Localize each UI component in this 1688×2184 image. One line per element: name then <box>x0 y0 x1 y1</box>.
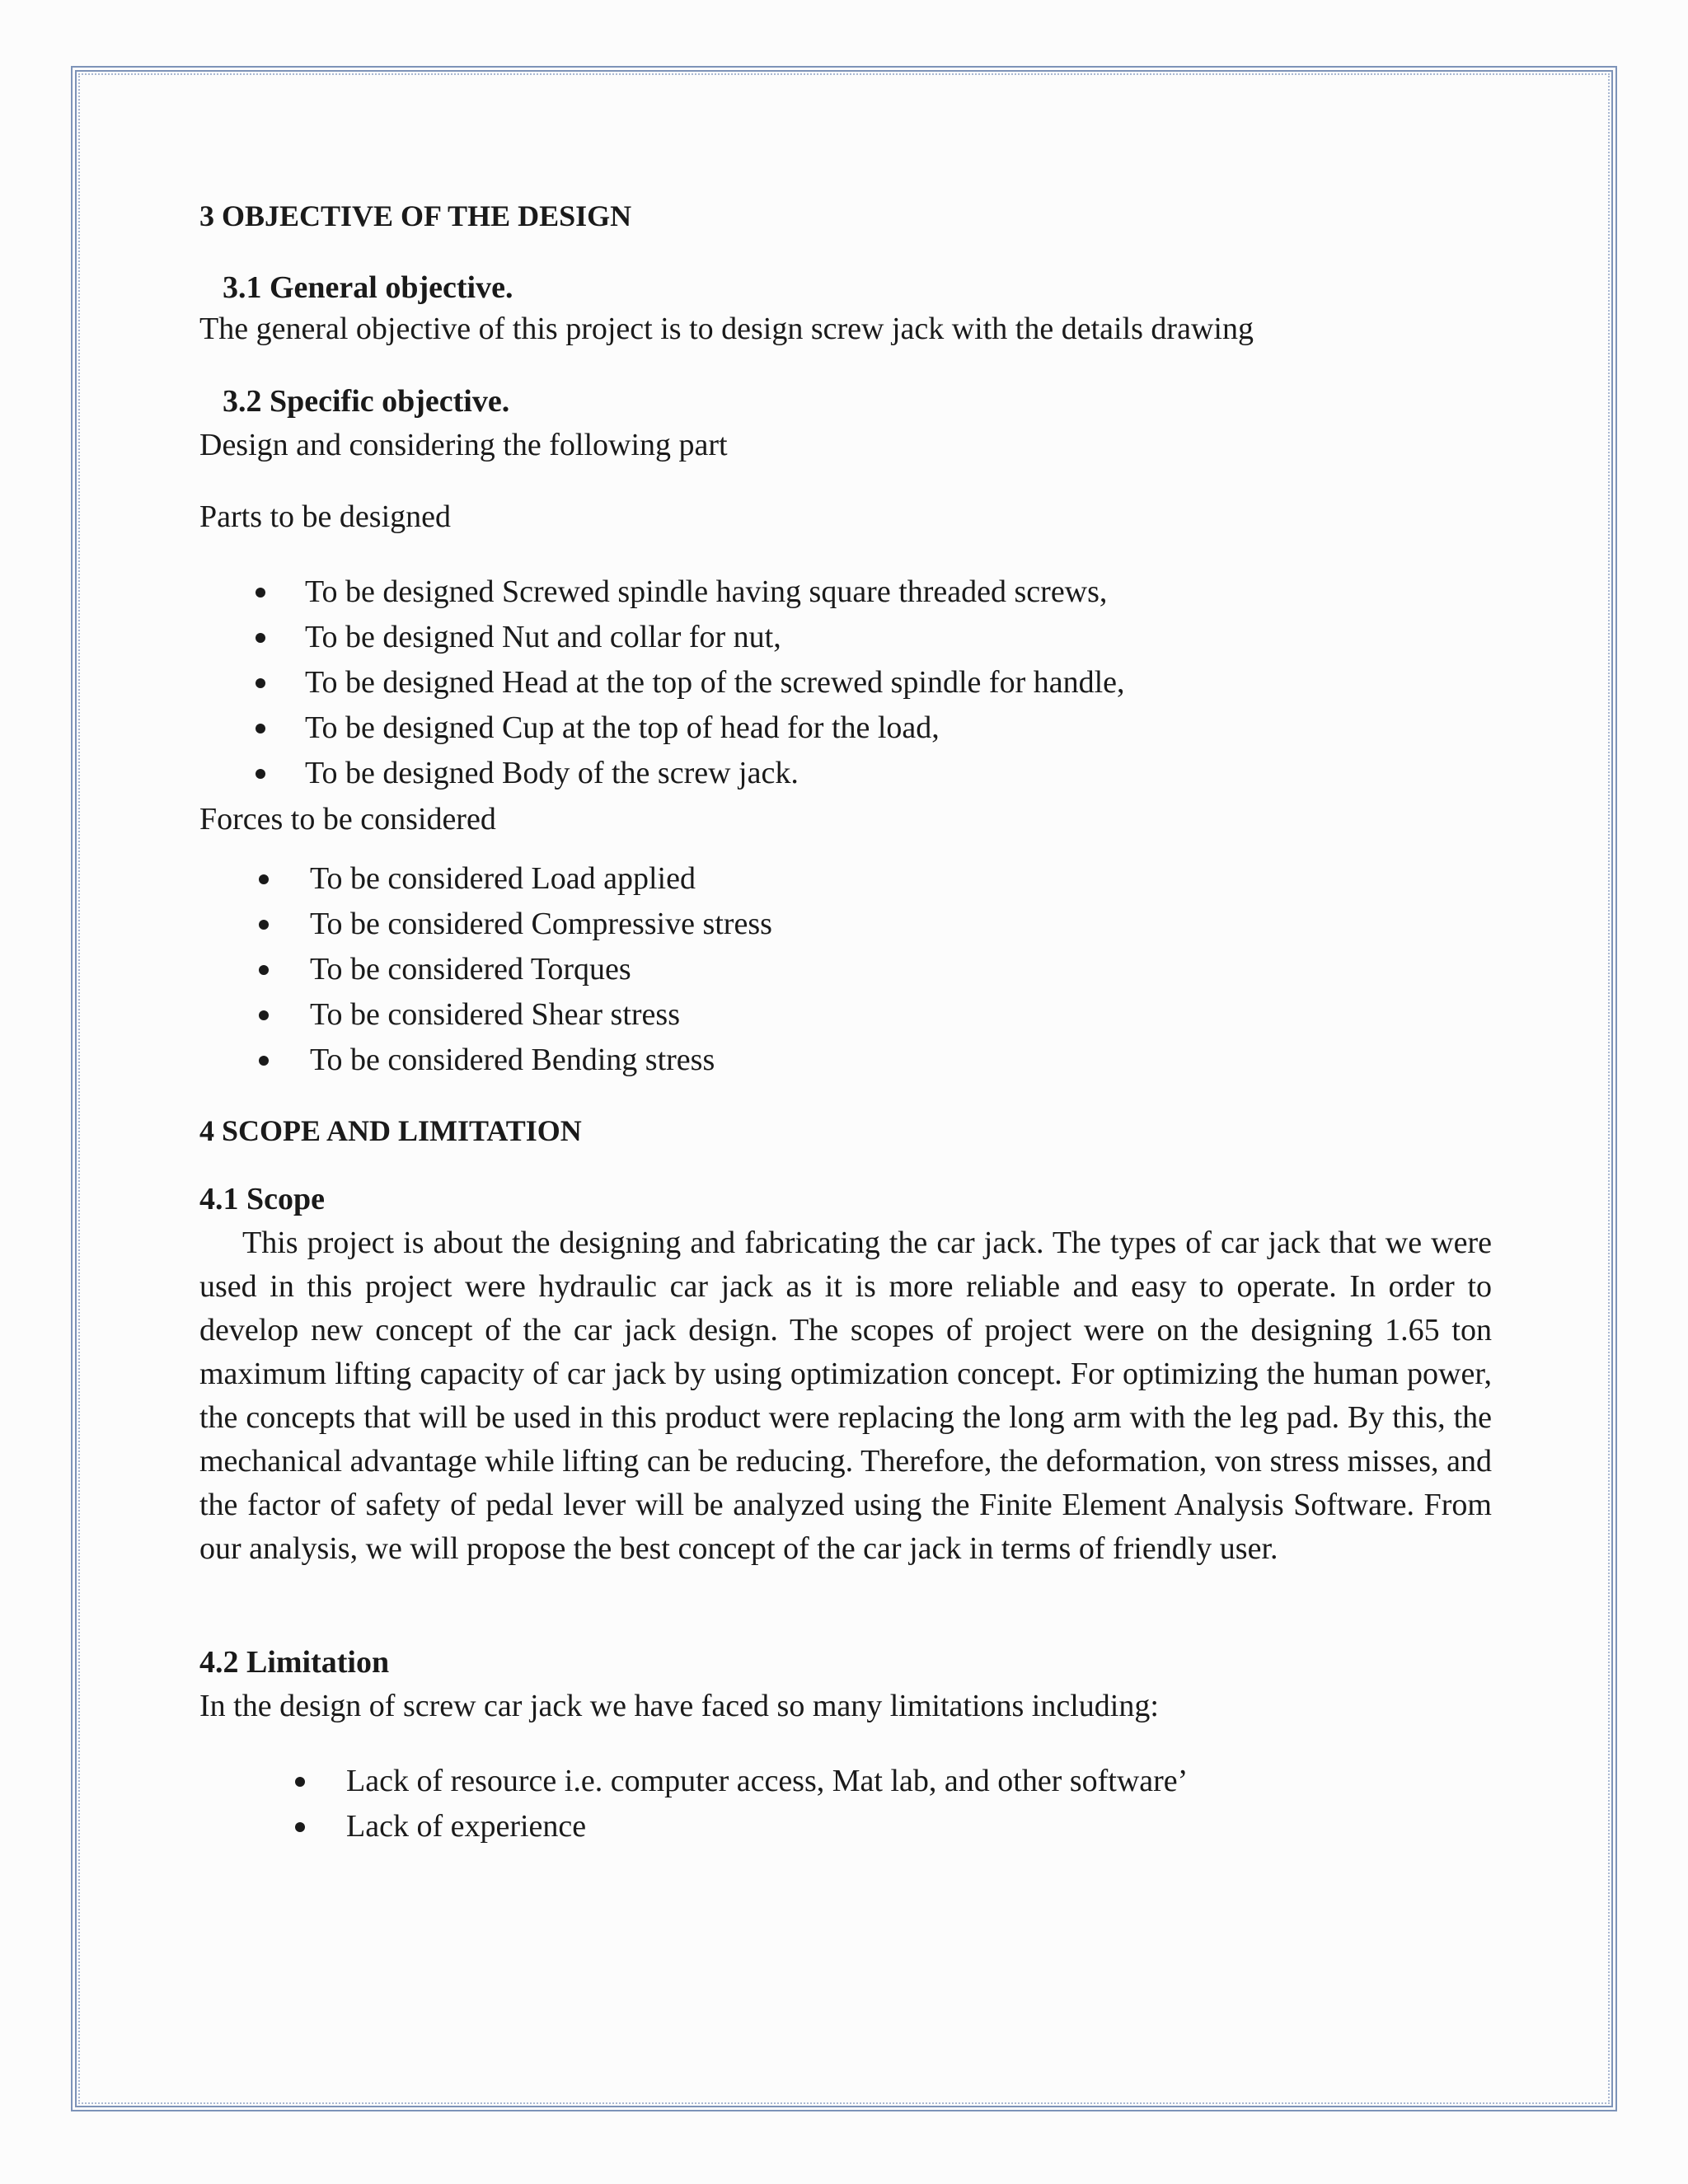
scope-paragraph: This project is about the designing and fabricating the car jack. The types of car jack that we were used in this project were hydraulic car jack as it is more reliable and easy to operate. In order to develop new concept of the car jack design. The scopes of project were on the designing 1.65 ton maximum lifting capacity of car jack by using optimization concept. For optimizing the human power, the concepts that will be used in this product were replacing the long arm with the leg pad. By this, the mechanical advantage while lifting can be reducing. Therefore, the deformation, von stress misses, and the factor of safety of pedal lever will be analyzed using the Finite Element Analysis Software. From our analysis, we will propose the best concept of the car jack in terms of friendly user. <box>199 1226 1492 1566</box>
bullet-icon <box>259 1056 269 1066</box>
list-item: To be considered Compressive stress <box>259 902 772 947</box>
bullet-icon <box>256 588 265 598</box>
forces-label: Forces to be considered <box>199 802 496 837</box>
general-objective-text: The general objective of this project is to design screw jack with the details drawing <box>199 312 1254 346</box>
bullet-icon <box>295 1777 305 1787</box>
list-item: To be considered Bending stress <box>259 1038 772 1083</box>
list-item: Lack of resource i.e. computer access, Mat lab, and other software’ <box>295 1759 1188 1804</box>
bullet-icon <box>256 633 265 643</box>
forces-list <box>259 856 772 1083</box>
list-item: To be designed Cup at the top of head for the load, <box>256 705 1125 751</box>
bullet-icon <box>259 965 269 975</box>
list-item: To be considered Torques <box>259 947 772 992</box>
bullet-icon <box>259 920 269 930</box>
list-item: To be designed Screwed spindle having square threaded screws, <box>256 569 1125 615</box>
specific-objective-text: Design and considering the following part <box>199 428 728 462</box>
parts-list <box>256 569 1125 796</box>
bullet-icon <box>259 874 269 884</box>
limitation-heading: 4.2 Limitation <box>199 1645 390 1680</box>
bullet-icon <box>256 769 265 779</box>
general-objective-heading: 3.1 General objective. <box>223 270 513 305</box>
bullet-icon <box>295 1822 305 1832</box>
bullet-icon <box>256 678 265 688</box>
list-item: To be considered Load applied <box>259 856 772 902</box>
list-item: To be designed Body of the screw jack. <box>256 751 1125 796</box>
list-item: Lack of experience <box>295 1804 1188 1849</box>
list-item: To be designed Head at the top of the screwed spindle for handle, <box>256 660 1125 705</box>
list-item: To be considered Shear stress <box>259 992 772 1038</box>
list-item: To be designed Nut and collar for nut, <box>256 615 1125 660</box>
limitation-text: In the design of screw car jack we have faced so many limitations including: <box>199 1689 1159 1723</box>
scope-heading: 4.1 Scope <box>199 1182 325 1216</box>
parts-label: Parts to be designed <box>199 499 452 534</box>
bullet-icon <box>256 724 265 733</box>
limitation-list <box>295 1759 1188 1849</box>
bullet-icon <box>259 1010 269 1020</box>
specific-objective-heading: 3.2 Specific objective. <box>223 384 510 419</box>
section-3-title: 3 OBJECTIVE OF THE DESIGN <box>199 199 632 232</box>
section-4-title: 4 SCOPE AND LIMITATION <box>199 1114 582 1147</box>
